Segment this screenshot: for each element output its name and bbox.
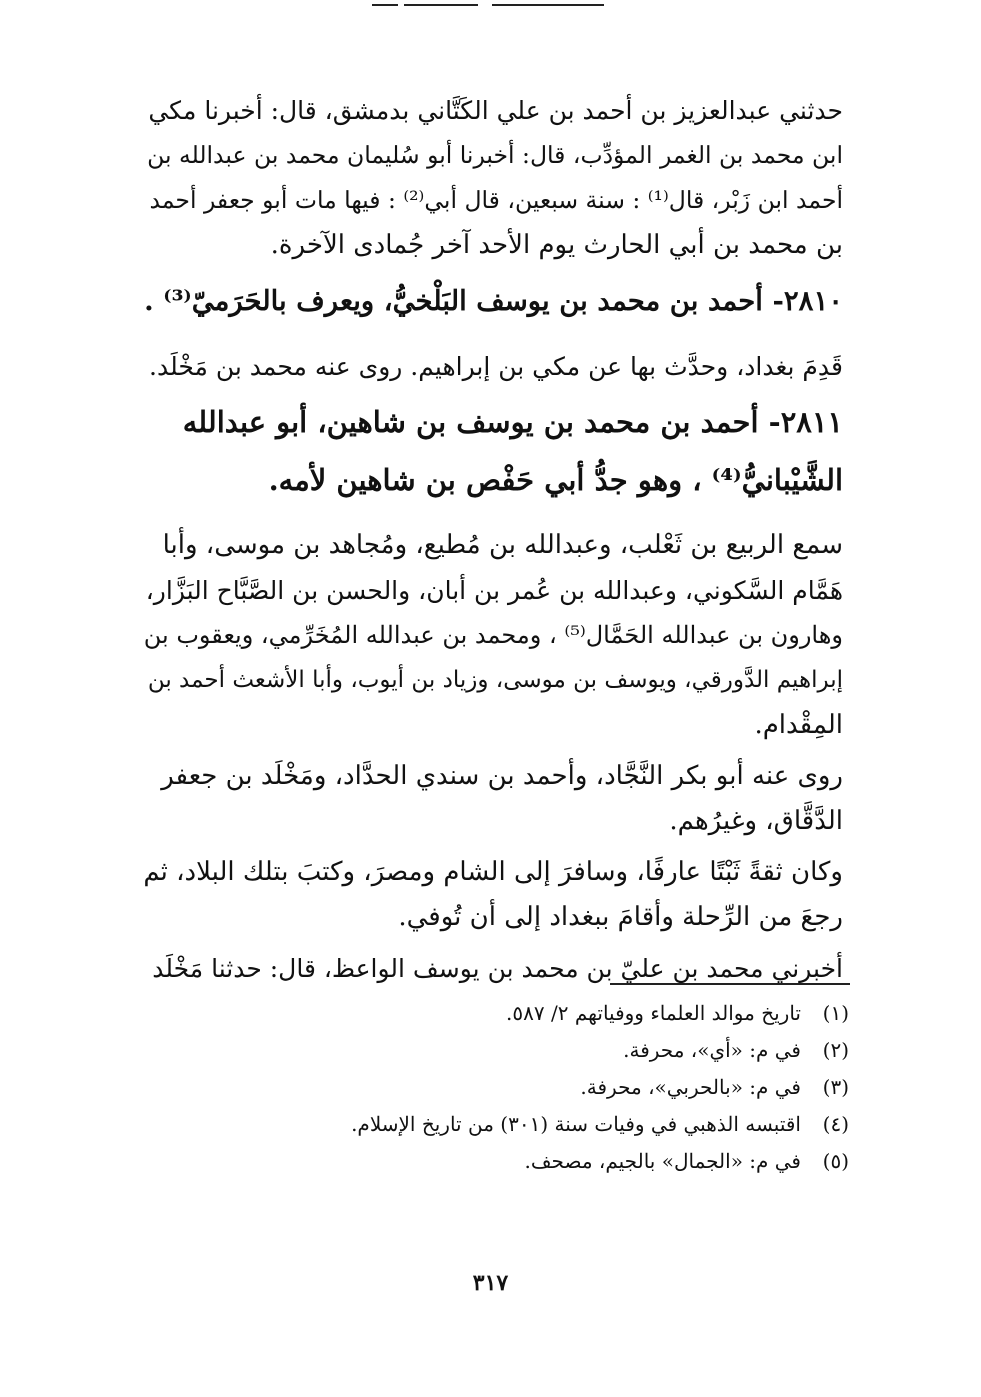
footnote-text: في م: «أي»، محرفة. [623, 1038, 801, 1062]
footnote-text: في م: «بالحربي»، محرفة. [580, 1075, 801, 1099]
text-line: الدَّقَّاق، وغيرُهم. [669, 806, 843, 836]
text-line: حدثني عبدالعزيز بن أحمد بن علي الكَتَّاني بدمشق، قال: أخبرنا مكي [148, 96, 843, 125]
top-rule [492, 4, 604, 6]
footnotes [289, 995, 849, 1180]
footnote-number: (٣) [822, 1075, 849, 1099]
text-line: سمع الربيع بن ثَعْلب، وعبدالله بن مُطيع، ومُجاهد بن موسى، وأبا [162, 530, 843, 560]
text-line: ٢٨١٠- أحمد بن محمد بن يوسف البَلْخيُّ، ويعرف بالحَرَميّ⁽³⁾ . [144, 285, 843, 317]
text-line: روى عنه أبو بكر النَّجَّاد، وأحمد بن سندي الحدَّاد، ومَخْلَد بن جعفر [161, 761, 843, 791]
text-line: هَمَّام السَّكوني، وعبدالله بن عُمر بن أبان، والحسن بن الصَّبَّاح البَزَّار، [145, 576, 843, 605]
paragraph [140, 754, 843, 844]
entry-heading [140, 393, 843, 509]
footnote [289, 1143, 849, 1180]
footnote-number: (٢) [822, 1038, 849, 1062]
paragraph [140, 88, 843, 268]
text-line: الشَّيْبانيُّ⁽⁴⁾ ، وهو جدُّ أبي حَفْص بن شاهين لأمه. [268, 463, 843, 497]
footnote-text: في م: «الجمال» بالجيم، مصحف. [524, 1149, 801, 1173]
text-line: ٢٨١١- أحمد بن محمد بن يوسف بن شاهين، أبو عبدالله [182, 405, 843, 439]
main-text [140, 88, 843, 991]
text-line: بن محمد بن أبي الحارث يوم الأحد آخر جُمادى الآخرة. [270, 230, 843, 260]
footnote-number: (٤) [822, 1112, 849, 1136]
text-line: أحمد ابن زَبْر، قال⁽¹⁾ : سنة سبعين، قال أبي⁽²⁾ : فيها مات أبو جعفر أحمد [149, 186, 843, 214]
footnote-number: (٥) [822, 1149, 849, 1173]
page-number: ٣١٧ [472, 1270, 509, 1296]
text-line: رجعَ من الرِّحلة وأقامَ ببغداد إلى أن تُوفي. [398, 902, 843, 932]
paragraph [140, 850, 843, 940]
footnote-number: (١) [822, 1001, 849, 1025]
footnote-text: تاريخ موالد العلماء ووفياتهم ٢/ ٥٨٧. [506, 1001, 801, 1025]
text-line: وكان ثقةً ثَبْتًا عارفًا، وسافرَ إلى الشام ومصرَ، وكتبَ بتلك البلاد، ثم [143, 857, 843, 887]
paragraph [140, 523, 843, 748]
top-rule [404, 4, 478, 6]
text-line: المِقْدام. [754, 710, 843, 740]
footnote [289, 1069, 849, 1106]
text-line: أخبرني محمد بن عليّ بن محمد بن يوسف الواعظ، قال: حدثنا مَخْلَد [152, 954, 843, 983]
footnote [289, 1106, 849, 1143]
footnote-text: اقتبسه الذهبي في وفيات سنة (٣٠١) من تاريخ الإسلام. [351, 1112, 801, 1136]
footnote-separator [610, 983, 850, 985]
text-line: إبراهيم الدَّورقي، ويوسف بن موسى، وزياد بن أيوب، وأبا الأشعث أحمد بن [147, 667, 843, 693]
entry-heading [140, 272, 843, 330]
paragraph [140, 344, 843, 389]
text-line: قَدِمَ بغداد، وحدَّث بها عن مكي بن إبراهيم. روى عنه محمد بن مَخْلَد. [149, 352, 843, 381]
text-line: وهارون بن عبدالله الحَمَّال⁽⁵⁾ ، ومحمد بن عبدالله المُخَرِّمي، ويعقوب بن [143, 621, 843, 649]
text-line: ابن محمد بن الغمر المؤدِّب، قال: أخبرنا أبو سُليمان محمد بن عبدالله بن [147, 141, 843, 169]
footnote [289, 995, 849, 1032]
footnote [289, 1032, 849, 1069]
top-rule [372, 4, 398, 6]
